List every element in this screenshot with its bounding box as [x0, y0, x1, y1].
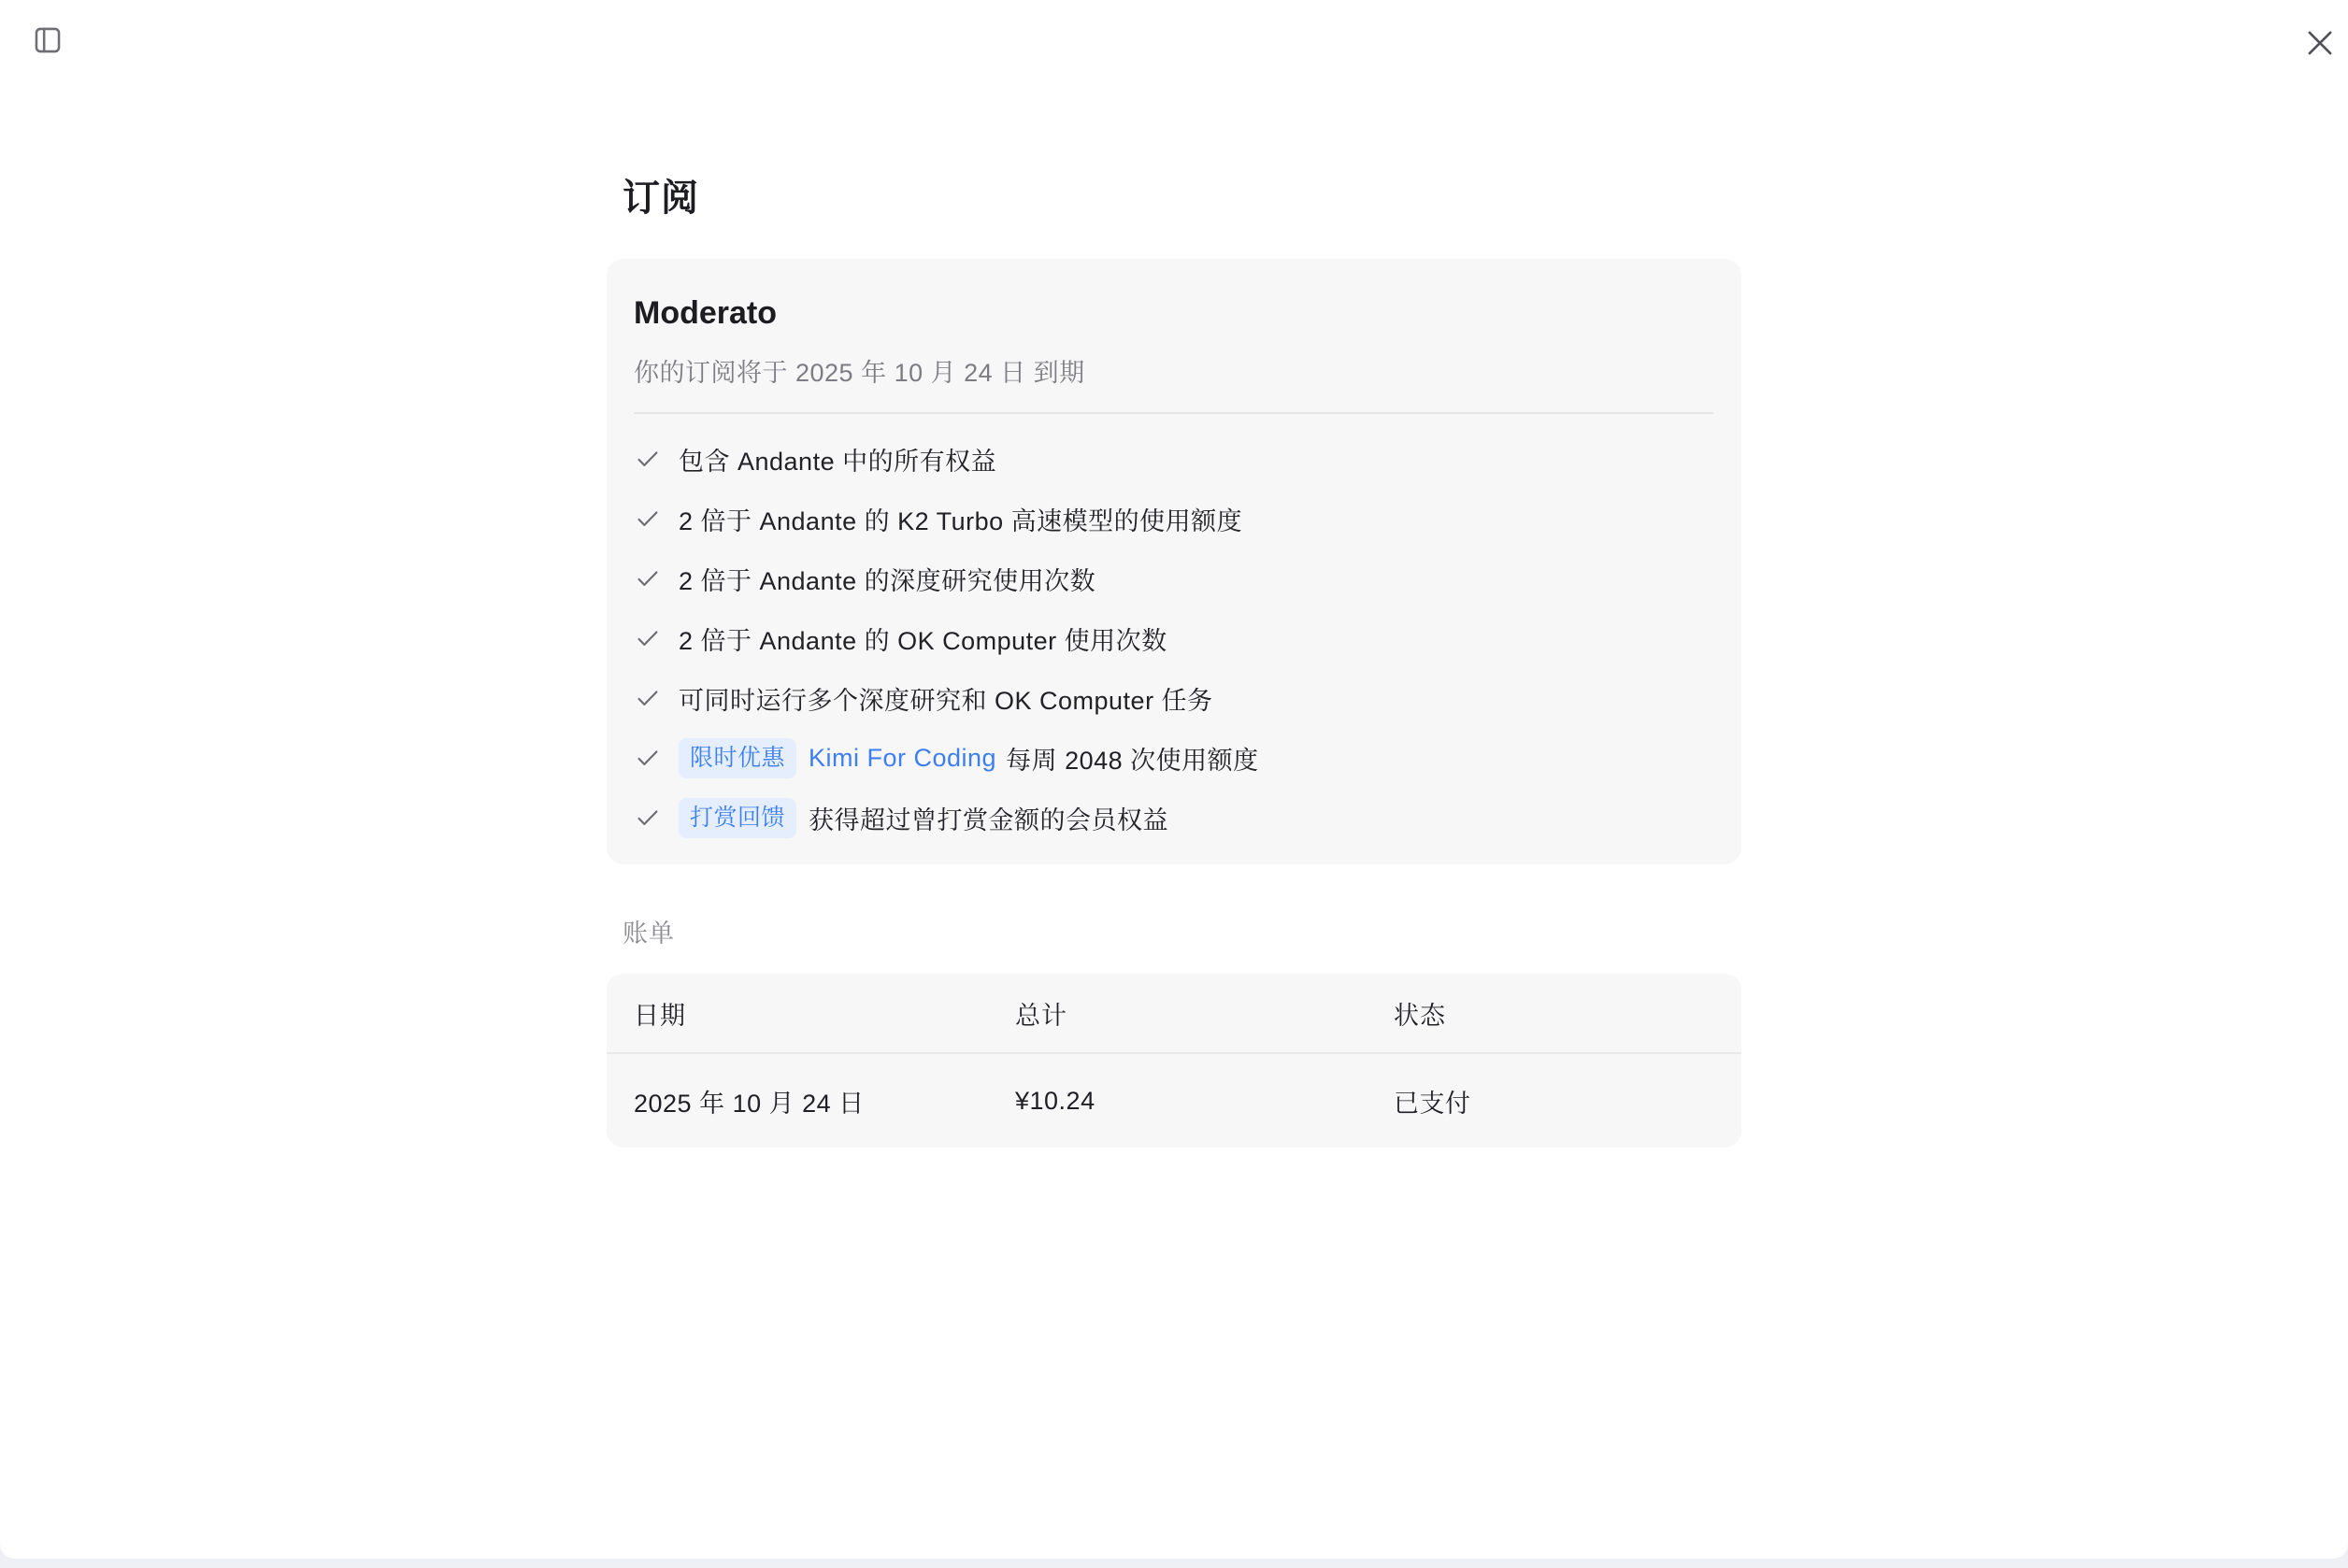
- check-icon: [634, 744, 662, 772]
- close-button[interactable]: [2298, 21, 2342, 65]
- feature-text: 获得超过曾打赏金额的会员权益: [809, 805, 1169, 834]
- panel-left-icon: [32, 24, 64, 56]
- billing-table-row: [607, 1054, 1741, 1147]
- check-icon: [634, 684, 662, 712]
- column-header-status: 状态: [1394, 1001, 1446, 1030]
- billing-header-row: [607, 974, 1741, 1052]
- feature-badge: 限时优惠: [679, 738, 796, 778]
- feature-item: [634, 489, 1713, 549]
- billing-section-label: 账单: [623, 919, 675, 948]
- feature-text: 包含 Andante 中的所有权益: [679, 447, 997, 476]
- feature-item: [634, 429, 1713, 489]
- billing-table-header: [607, 974, 1741, 1054]
- feature-text: 可同时运行多个深度研究和 OK Computer 任务: [679, 686, 1213, 715]
- page-title: 订阅: [623, 178, 699, 219]
- feature-item: [634, 668, 1713, 728]
- cell-date: 2025 年 10 月 24 日: [634, 1089, 865, 1118]
- feature-item: [634, 728, 1713, 788]
- cell-status: 已支付: [1394, 1089, 1471, 1118]
- feature-list: [634, 429, 1713, 848]
- cell-total: ¥10.24: [1015, 1086, 1095, 1115]
- check-icon: [634, 505, 662, 533]
- feature-item: [634, 549, 1713, 608]
- feature-item: [634, 608, 1713, 668]
- billing-table-body: [607, 1054, 1741, 1147]
- billing-table: [607, 974, 1741, 1147]
- feature-badge: 打赏回馈: [679, 798, 796, 838]
- feature-text: 2 倍于 Andante 的 K2 Turbo 高速模型的使用额度: [679, 506, 1243, 535]
- check-icon: [634, 564, 662, 592]
- feature-text: 2 倍于 Andante 的深度研究使用次数: [679, 566, 1096, 595]
- feature-item: [634, 788, 1713, 848]
- feature-text: 每周 2048 次使用额度: [1006, 746, 1259, 775]
- subscription-content: [607, 168, 1741, 1147]
- check-icon: [634, 624, 662, 652]
- close-icon: [2302, 25, 2338, 61]
- check-icon: [634, 445, 662, 473]
- card-divider: [634, 412, 1713, 414]
- plan-name: Moderato: [634, 295, 777, 331]
- feature-text: 2 倍于 Andante 的 OK Computer 使用次数: [679, 626, 1167, 655]
- plan-card: [607, 259, 1741, 864]
- column-header-date: 日期: [634, 1001, 686, 1030]
- sidebar-toggle-button[interactable]: [28, 21, 67, 60]
- kimi-for-coding-link[interactable]: Kimi For Coding: [809, 743, 997, 772]
- column-header-total: 总计: [1015, 1001, 1067, 1030]
- check-icon: [634, 804, 662, 832]
- plan-expiry-note: 你的订阅将于 2025 年 10 月 24 日 到期: [634, 359, 1085, 387]
